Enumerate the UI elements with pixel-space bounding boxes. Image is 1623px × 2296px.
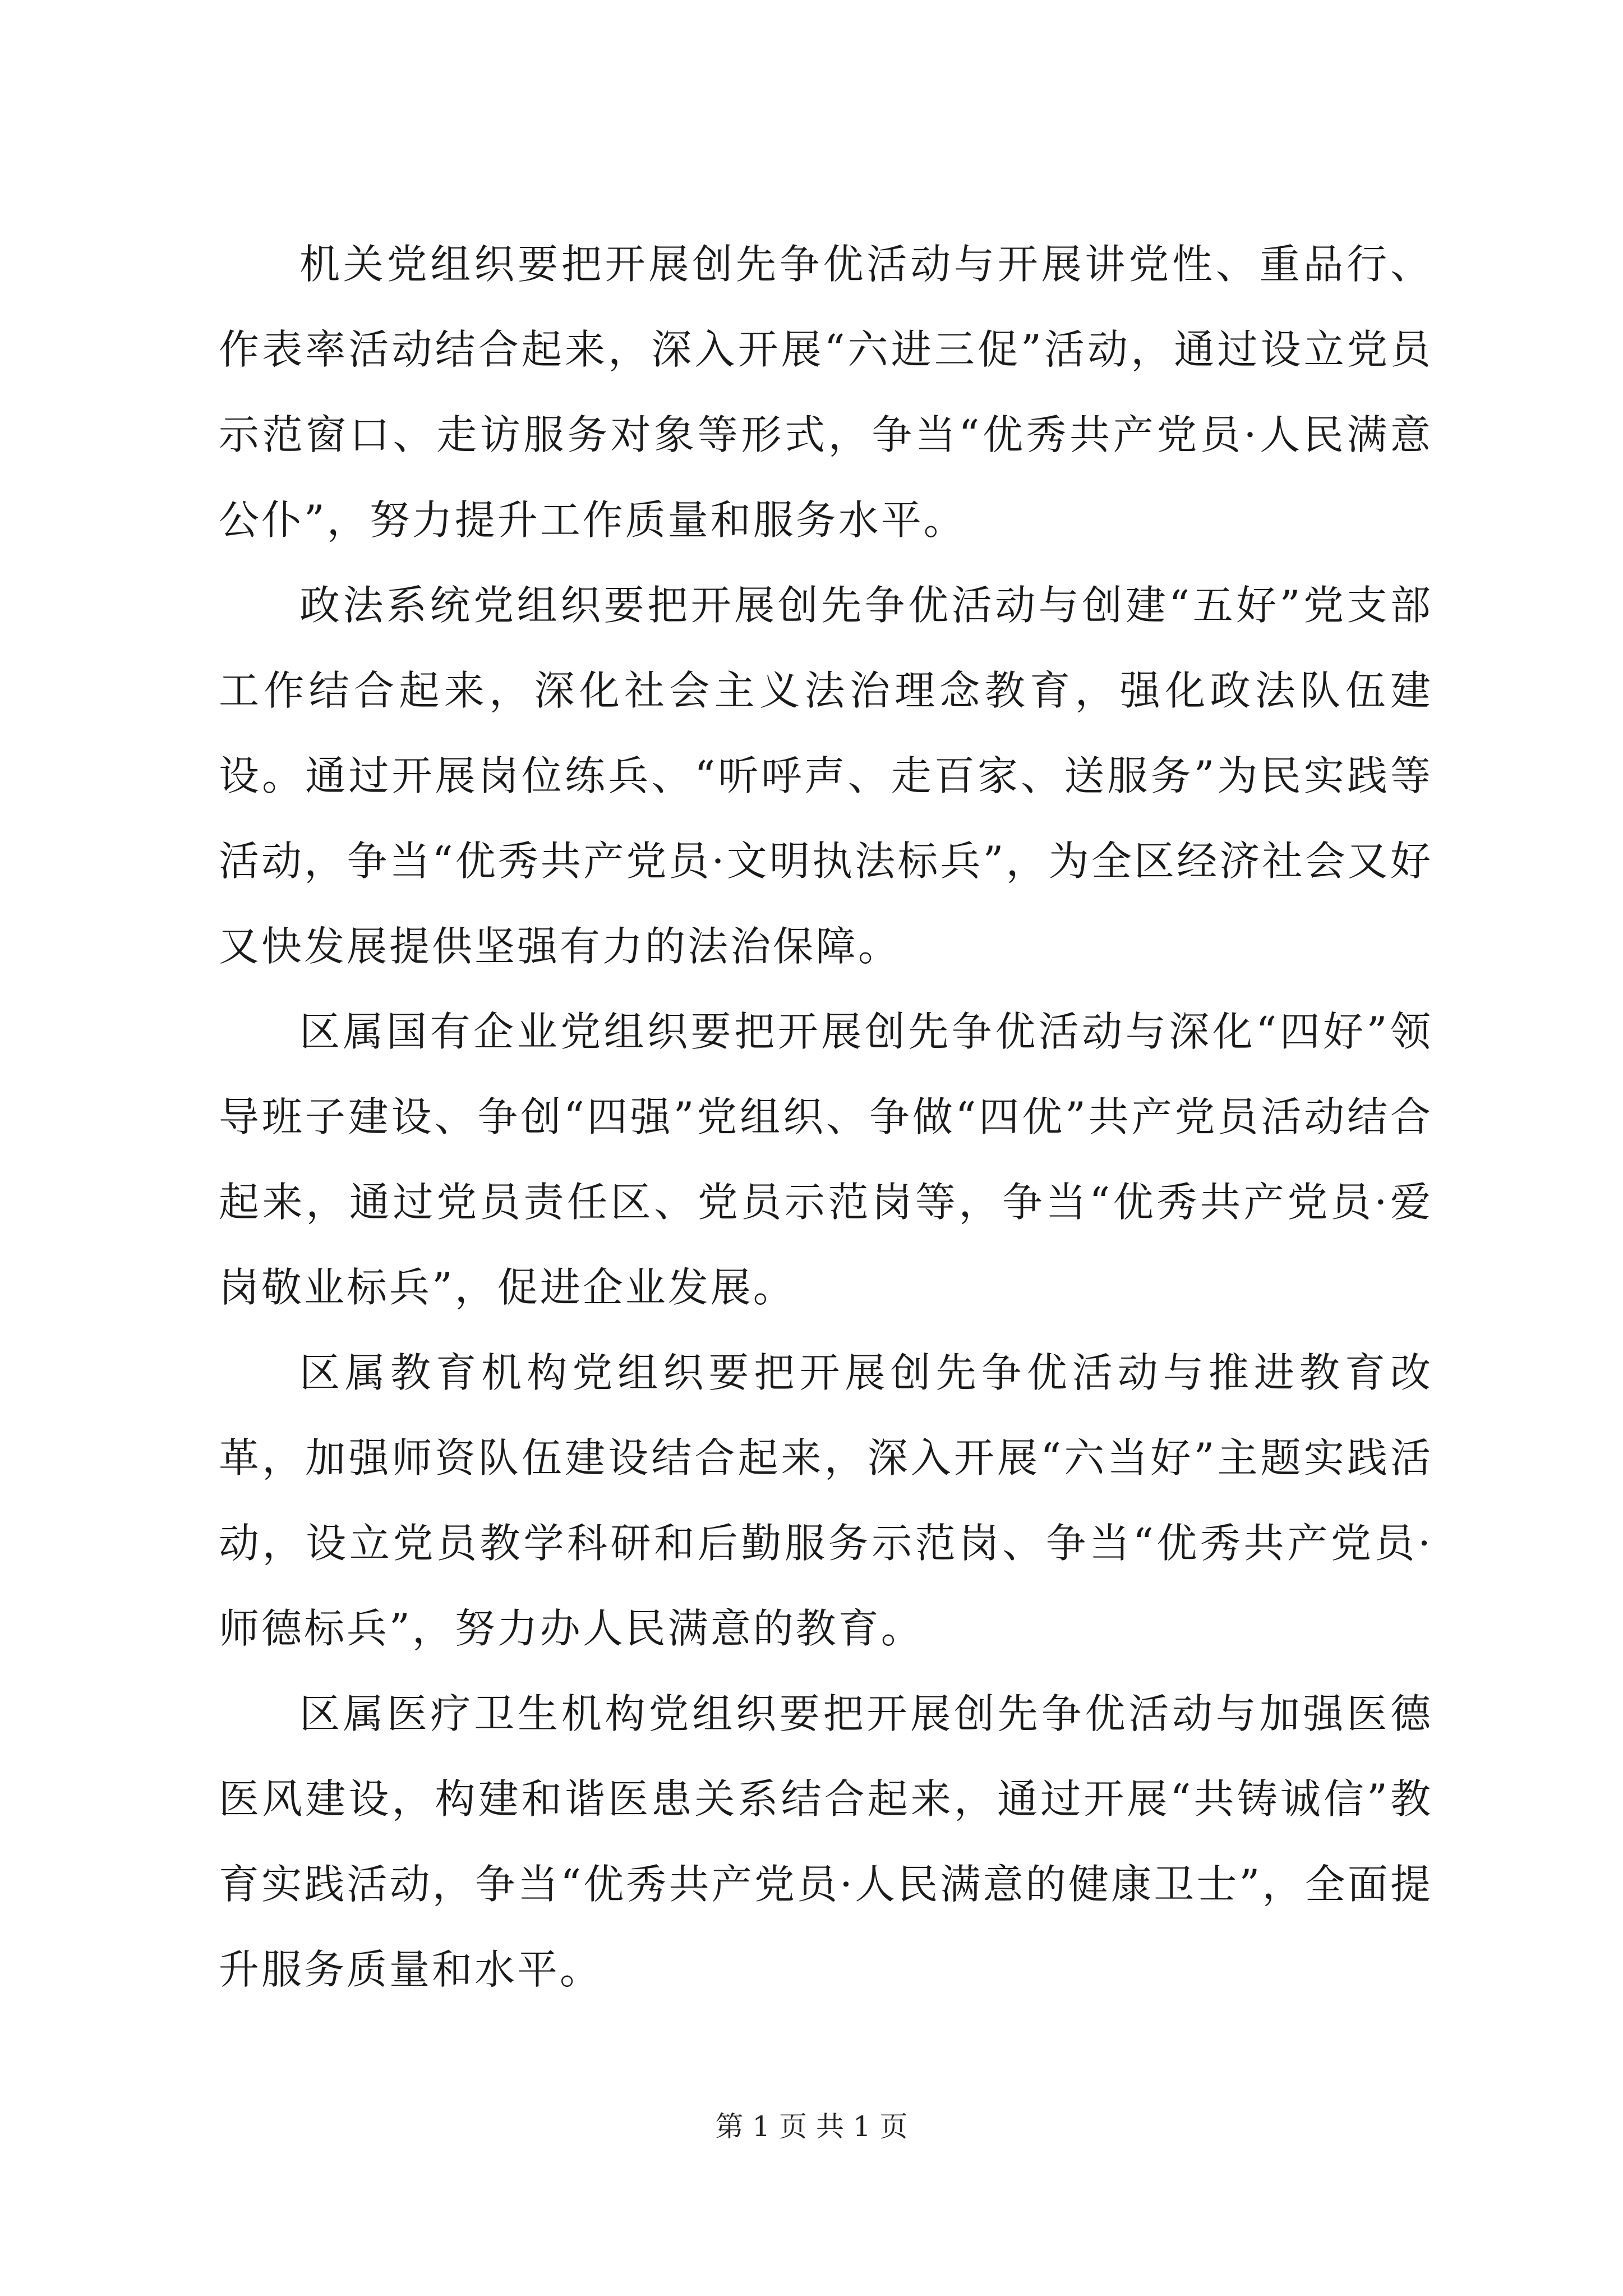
document-body — [219, 222, 1433, 2012]
paragraph-education: 区属教育机构党组织要把开展创先争优活动与推进教育改革，加强师资队伍建设结合起来，深入开展“六当好”主题实践活动，设立党员教学科研和后勤服务示范岗、争当“优秀共产党员·师德标兵”，努力办人民满意的教育。 — [219, 1349, 1433, 1652]
page-footer: 第 1 页 共 1 页 — [715, 2110, 908, 2143]
paragraph-state-enterprises: 区属国有企业党组织要把开展创先争优活动与深化“四好”领导班子建设、争创“四强”党组织、争做“四优”共产党员活动结合起来，通过党员责任区、党员示范岗等，争当“优秀共产党员·爱岗敬业标兵”，促进企业发展。 — [219, 1008, 1433, 1311]
paragraph-political-legal: 政法系统党组织要把开展创先争优活动与创建“五好”党支部工作结合起来，深化社会主义法治理念教育，强化政法队伍建设。通过开展岗位练兵、“听呼声、走百家、送服务”为民实践等活动，争当“优秀共产党员·文明执法标兵”，为全区经济社会又好又快发展提供坚强有力的法治保障。 — [219, 582, 1433, 970]
paragraph-healthcare: 区属医疗卫生机构党组织要把开展创先争优活动与加强医德医风建设，构建和谐医患关系结合起来，通过开展“共铸诚信”教育实践活动，争当“优秀共产党员·人民满意的健康卫士”，全面提升服务质量和水平。 — [219, 1690, 1433, 1993]
paragraph-party-organs: 机关党组织要把开展创先争优活动与开展讲党性、重品行、作表率活动结合起来，深入开展“六进三促”活动，通过设立党员示范窗口、走访服务对象等形式，争当“优秀共产党员·人民满意公仆”，努力提升工作质量和服务水平。 — [219, 241, 1433, 544]
